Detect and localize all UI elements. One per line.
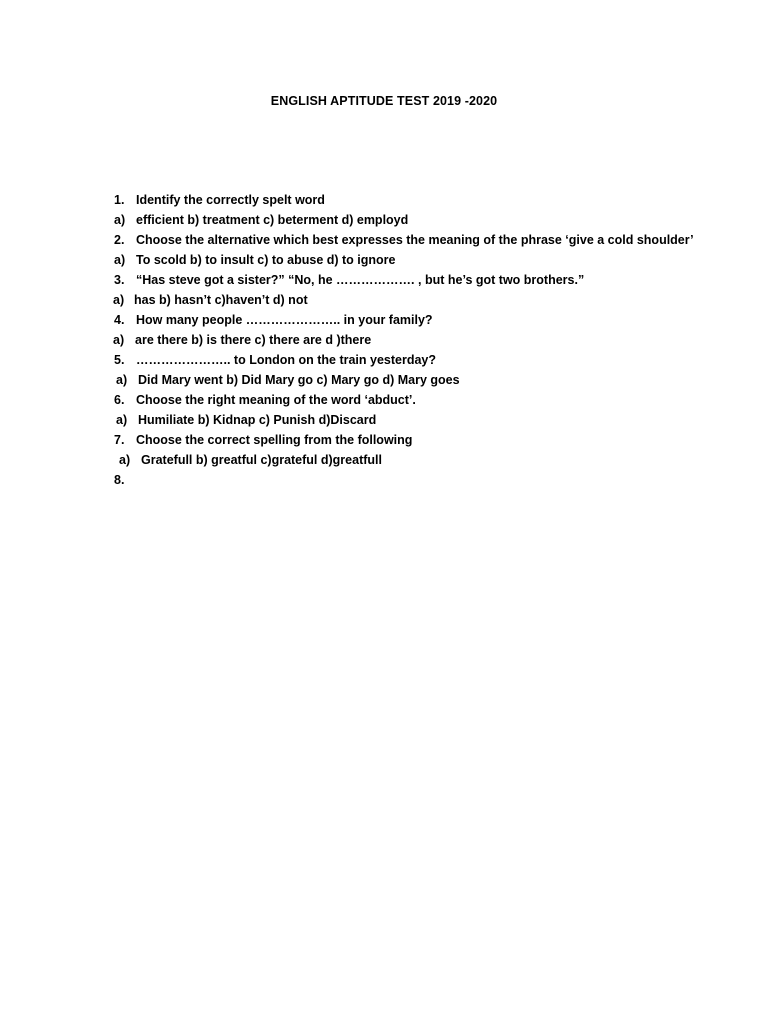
line-marker: a)	[114, 253, 126, 267]
line-marker: 2.	[114, 233, 125, 247]
line-marker: a)	[119, 453, 131, 467]
line-text: Choose the right meaning of the word ‘abduct’.	[136, 393, 416, 407]
line-marker: a)	[113, 333, 125, 347]
line-text: ………………….. to London on the train yesterday?	[136, 353, 437, 367]
line-marker: 5.	[114, 353, 125, 367]
line-marker: a)	[116, 373, 128, 387]
line-text: Choose the alternative which best expresses the meaning of the phrase ‘give a cold shoulder’	[136, 233, 694, 247]
line-text: Did Mary went b) Did Mary go c) Mary go d) Mary goes	[138, 373, 460, 387]
line-text: “Has steve got a sister?” “No, he ………………. , but he’s got two brothers.”	[136, 273, 585, 287]
line-marker: 7.	[114, 433, 125, 447]
document-title: ENGLISH APTITUDE TEST 2019 -2020	[270, 94, 498, 108]
line-marker: a)	[114, 213, 126, 227]
line-text: To scold b) to insult c) to abuse d) to ignore	[136, 253, 396, 267]
line-text: Gratefull b) greatful c)grateful d)greatfull	[141, 453, 382, 467]
line-text: How many people ………………….. in your family?	[136, 313, 433, 327]
line-text: efficient b) treatment c) beterment d) employd	[136, 213, 409, 227]
line-marker: 8.	[114, 473, 125, 487]
line-marker: a)	[113, 293, 125, 307]
line-marker: a)	[116, 413, 128, 427]
line-text: Choose the correct spelling from the following	[136, 433, 413, 447]
line-marker: 6.	[114, 393, 125, 407]
line-text: are there b) is there c) there are d )there	[135, 333, 372, 347]
line-marker: 1.	[114, 193, 125, 207]
line-text: has b) hasn’t c)haven’t d) not	[134, 293, 308, 307]
line-marker: 3.	[114, 273, 125, 287]
line-text: Identify the correctly spelt word	[136, 193, 325, 207]
line-text: Humiliate b) Kidnap c) Punish d)Discard	[138, 413, 377, 427]
line-marker: 4.	[114, 313, 125, 327]
